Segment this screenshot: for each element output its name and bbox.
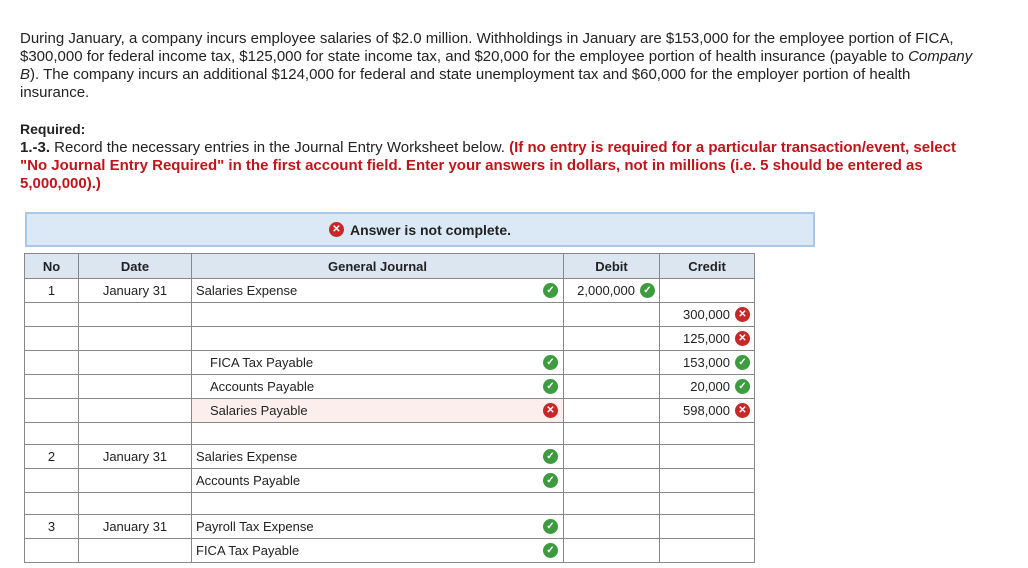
row-number-cell: [25, 423, 79, 445]
table-row: [25, 469, 755, 493]
credit-cell-text: 300,000: [683, 307, 730, 322]
row-number-cell: [25, 445, 79, 469]
credit-cell[interactable]: [660, 327, 755, 351]
table-row: [25, 375, 755, 399]
row-number-cell: [25, 351, 79, 375]
correct-check-icon: ✓: [735, 379, 750, 394]
correct-check-icon: ✓: [543, 519, 558, 534]
row-number-cell: [25, 539, 79, 563]
account-cell[interactable]: [192, 493, 564, 515]
credit-cell[interactable]: [660, 303, 755, 327]
instructions-text: Record the necessary entries in the Journal Entry Worksheet below.: [50, 139, 510, 156]
header-date: Date: [79, 254, 192, 279]
date-cell[interactable]: [79, 515, 192, 539]
account-cell[interactable]: [192, 515, 564, 539]
header-credit: Credit: [660, 254, 755, 279]
account-cell[interactable]: [192, 539, 564, 563]
debit-cell[interactable]: [564, 327, 660, 351]
table-row: [25, 303, 755, 327]
account-cell-text: Accounts Payable: [196, 473, 301, 488]
date-cell[interactable]: [79, 423, 192, 445]
account-cell[interactable]: [192, 469, 564, 493]
date-cell[interactable]: [79, 303, 192, 327]
account-cell[interactable]: [192, 303, 564, 327]
account-cell[interactable]: [192, 375, 564, 399]
row-number-cell: [25, 303, 79, 327]
account-cell-text: Salaries Expense: [196, 449, 298, 464]
row-number-cell: [25, 375, 79, 399]
correct-check-icon: ✓: [543, 473, 558, 488]
table-row: [25, 279, 755, 303]
credit-cell[interactable]: [660, 351, 755, 375]
incorrect-x-icon: ✕: [735, 403, 750, 418]
correct-check-icon: ✓: [543, 379, 558, 394]
table-header-row: [25, 254, 755, 279]
debit-cell[interactable]: [564, 399, 660, 423]
account-cell[interactable]: [192, 279, 564, 303]
account-cell[interactable]: [192, 327, 564, 351]
journal-entry-table: [24, 253, 755, 563]
row-number-cell-text: 1: [47, 283, 56, 298]
required-label: Required:: [20, 121, 86, 137]
table-row: [25, 327, 755, 351]
table-row: [25, 445, 755, 469]
header-debit: Debit: [564, 254, 660, 279]
debit-cell-text: 2,000,000: [577, 283, 635, 298]
row-number-cell: [25, 279, 79, 303]
account-cell[interactable]: [192, 423, 564, 445]
account-cell-text: Payroll Tax Expense: [196, 519, 314, 534]
debit-cell[interactable]: [564, 515, 660, 539]
row-number-cell: [25, 399, 79, 423]
banner-text: Answer is not complete.: [349, 221, 512, 238]
credit-cell[interactable]: [660, 469, 755, 493]
required-part: 1.-3.: [20, 139, 51, 156]
credit-cell-text: 153,000: [683, 355, 730, 370]
account-cell-text: Salaries Expense: [196, 283, 298, 298]
account-cell-text: Salaries Payable: [210, 403, 308, 418]
credit-cell[interactable]: [660, 539, 755, 563]
incorrect-icon: ✕: [329, 222, 344, 237]
header-no: No: [25, 254, 79, 279]
correct-check-icon: ✓: [735, 355, 750, 370]
credit-cell[interactable]: [660, 375, 755, 399]
date-cell[interactable]: [79, 279, 192, 303]
row-number-cell: [25, 469, 79, 493]
date-cell[interactable]: [79, 327, 192, 351]
table-row: [25, 423, 755, 445]
debit-cell[interactable]: [564, 351, 660, 375]
credit-cell[interactable]: [660, 279, 755, 303]
table-row: [25, 515, 755, 539]
credit-cell[interactable]: [660, 423, 755, 445]
correct-check-icon: ✓: [640, 283, 655, 298]
answer-status-banner: [25, 212, 815, 247]
account-cell[interactable]: [192, 351, 564, 375]
debit-cell[interactable]: [564, 539, 660, 563]
table-row: [25, 493, 755, 515]
incorrect-x-icon: ✕: [735, 307, 750, 322]
debit-cell[interactable]: [564, 469, 660, 493]
table-row: [25, 399, 755, 423]
date-cell[interactable]: [79, 375, 192, 399]
date-cell-text: January 31: [102, 449, 168, 464]
problem-text-1: During January, a company incurs employee salaries of $2.0 million. Withholdings in January are $153,000 for the employee portion of FICA, $300,000 for federal income tax, $125,000 for state income tax, and $20,000 for the employee portion of health insurance (payable to: [20, 30, 954, 65]
instructions-red-text: (If no entry is required for a particular transaction/event, select "No Journal Entry Required" in the first account field. Enter your answers in dollars, not in millions (i.e. 5 should be entered as 5,000,000).): [20, 139, 956, 192]
date-cell[interactable]: [79, 539, 192, 563]
problem-text-2: ). The company incurs an additional $124,000 for federal and state unemployment tax and $60,000 for the employer portion of health insurance.: [20, 66, 911, 101]
incorrect-x-icon: ✕: [735, 331, 750, 346]
debit-cell[interactable]: [564, 375, 660, 399]
row-number-cell-text: 3: [47, 519, 56, 534]
credit-cell[interactable]: [660, 515, 755, 539]
credit-cell-text: 125,000: [683, 331, 730, 346]
date-cell[interactable]: [79, 399, 192, 423]
correct-check-icon: ✓: [543, 283, 558, 298]
problem-statement: [20, 30, 980, 102]
credit-cell[interactable]: [660, 445, 755, 469]
debit-cell[interactable]: [564, 279, 660, 303]
account-cell-text: Accounts Payable: [210, 379, 315, 394]
table-row: [25, 351, 755, 375]
row-number-cell-text: 2: [47, 449, 56, 464]
incorrect-x-icon: ✕: [543, 403, 558, 418]
debit-cell[interactable]: [564, 303, 660, 327]
debit-cell[interactable]: [564, 493, 660, 515]
credit-cell-text: 598,000: [683, 403, 730, 418]
correct-check-icon: ✓: [543, 449, 558, 464]
credit-cell-text: 20,000: [690, 379, 730, 394]
account-cell-text: FICA Tax Payable: [210, 355, 314, 370]
account-cell[interactable]: [192, 445, 564, 469]
row-number-cell: [25, 493, 79, 515]
company-name: Company B: [20, 48, 973, 83]
debit-cell[interactable]: [564, 445, 660, 469]
credit-cell[interactable]: [660, 493, 755, 515]
header-general-journal: General Journal: [192, 254, 564, 279]
date-cell[interactable]: [79, 445, 192, 469]
instructions: [20, 139, 980, 193]
account-cell-text: FICA Tax Payable: [196, 543, 300, 558]
row-number-cell: [25, 327, 79, 351]
credit-cell[interactable]: [660, 399, 755, 423]
account-cell[interactable]: [192, 399, 564, 423]
correct-check-icon: ✓: [543, 355, 558, 370]
row-number-cell: [25, 515, 79, 539]
table-row: [25, 539, 755, 563]
date-cell[interactable]: [79, 469, 192, 493]
debit-cell[interactable]: [564, 423, 660, 445]
date-cell[interactable]: [79, 351, 192, 375]
correct-check-icon: ✓: [543, 543, 558, 558]
date-cell-text: January 31: [102, 283, 168, 298]
date-cell[interactable]: [79, 493, 192, 515]
date-cell-text: January 31: [102, 519, 168, 534]
